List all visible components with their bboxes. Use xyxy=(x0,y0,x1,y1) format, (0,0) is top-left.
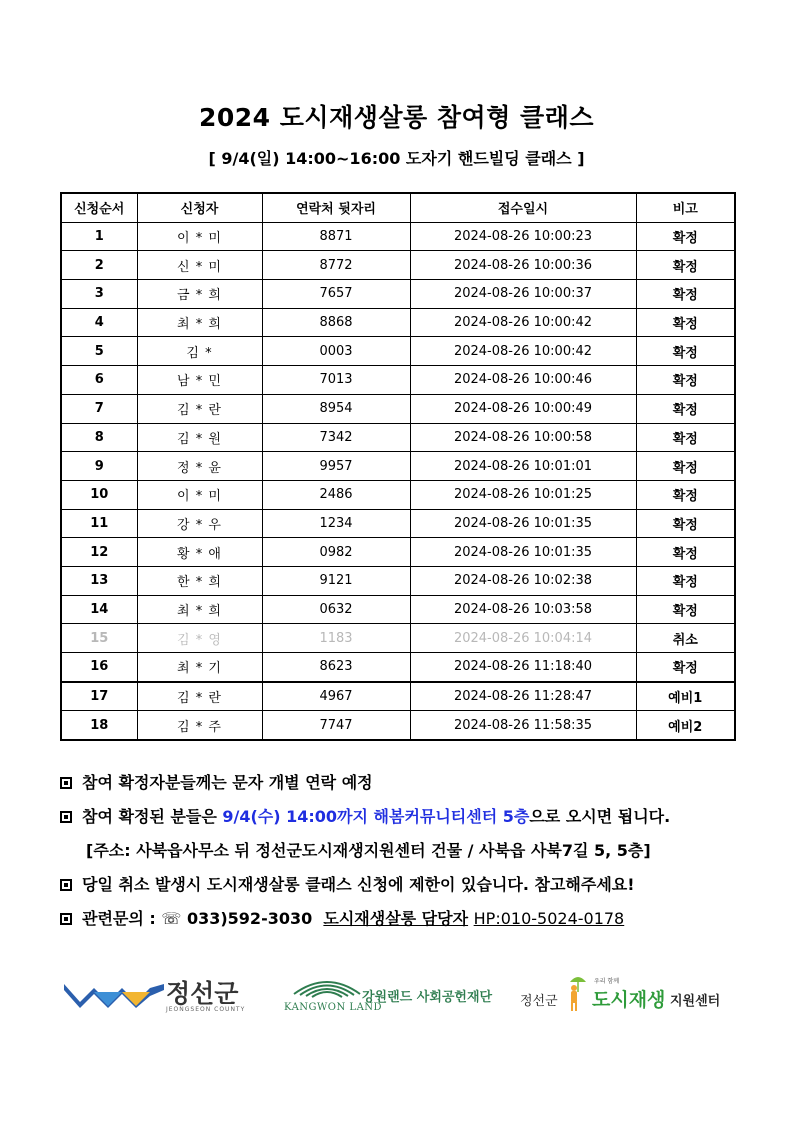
column-header-status: 비고 xyxy=(636,193,735,222)
page-title: 2024 도시재생살롱 참여형 클래스 xyxy=(199,103,594,132)
table-row xyxy=(61,624,735,653)
cell-status: 확정 xyxy=(636,280,735,309)
cell-seq: 13 xyxy=(61,566,137,595)
cell-datetime: 2024-08-26 10:01:35 xyxy=(410,509,636,538)
cell-name: 김 * 란 xyxy=(137,682,262,711)
cell-name: 최 * 희 xyxy=(137,308,262,337)
cell-status: 확정 xyxy=(636,452,735,481)
notice-text: 참여 확정자분들께는 문자 개별 연락 예정 xyxy=(82,773,373,792)
table-row xyxy=(61,538,735,567)
cell-status: 확정 xyxy=(636,337,735,366)
table-row xyxy=(61,711,735,740)
cell-phone: 0982 xyxy=(262,538,410,567)
notice-text: 당일 취소 발생시 도시재생살롱 클래스 신청에 제한이 있습니다. 참고해주세요! xyxy=(82,875,635,894)
notice-item xyxy=(60,902,760,936)
cell-datetime: 2024-08-26 10:01:01 xyxy=(410,452,636,481)
cell-status: 확정 xyxy=(636,394,735,423)
column-header-datetime: 접수일시 xyxy=(410,193,636,222)
column-header-seq: 신청순서 xyxy=(61,193,137,222)
cell-status: 확정 xyxy=(636,423,735,452)
table-row xyxy=(61,394,735,423)
cell-datetime: 2024-08-26 10:00:49 xyxy=(410,394,636,423)
cell-datetime: 2024-08-26 10:00:36 xyxy=(410,251,636,280)
inquiry-label: 관련문의 : xyxy=(82,909,162,928)
kangwon-land-logo xyxy=(284,972,493,1020)
registration-table xyxy=(60,192,736,741)
table-row xyxy=(61,480,735,509)
jeongseon-logo-subtext: JEONGSEON COUNTY xyxy=(166,1006,246,1013)
cell-phone: 8954 xyxy=(262,394,410,423)
cell-status: 확정 xyxy=(636,222,735,251)
cell-name: 신 * 미 xyxy=(137,251,262,280)
cell-datetime: 2024-08-26 11:18:40 xyxy=(410,653,636,682)
table-row xyxy=(61,308,735,337)
jeongseon-county-logo xyxy=(64,974,246,1016)
person-umbrella-icon xyxy=(566,972,590,1012)
cell-datetime: 2024-08-26 10:01:25 xyxy=(410,480,636,509)
table-row xyxy=(61,595,735,624)
cell-seq: 10 xyxy=(61,480,137,509)
cell-name: 강 * 우 xyxy=(137,509,262,538)
table-row xyxy=(61,280,735,309)
cell-datetime: 2024-08-26 10:00:58 xyxy=(410,423,636,452)
cell-seq: 17 xyxy=(61,682,137,711)
square-bullet-icon xyxy=(60,777,72,789)
cell-phone: 4967 xyxy=(262,682,410,711)
page-subtitle: [ 9/4(일) 14:00~16:00 도자기 핸드빌딩 클래스 ] xyxy=(208,149,585,168)
column-header-name: 신청자 xyxy=(137,193,262,222)
cell-status: 확정 xyxy=(636,308,735,337)
cell-datetime: 2024-08-26 10:01:35 xyxy=(410,538,636,567)
table-row xyxy=(61,337,735,366)
cell-phone: 9121 xyxy=(262,566,410,595)
cell-datetime: 2024-08-26 10:00:42 xyxy=(410,337,636,366)
cell-phone: 9957 xyxy=(262,452,410,481)
cell-phone: 8623 xyxy=(262,653,410,682)
cell-seq: 1 xyxy=(61,222,137,251)
kangwon-arc-icon xyxy=(292,974,362,998)
cell-name: 김 * 란 xyxy=(137,394,262,423)
cell-name: 김 * 원 xyxy=(137,423,262,452)
table-row xyxy=(61,423,735,452)
center-logo-prefix: 정선군 xyxy=(520,994,558,1009)
cell-status: 예비1 xyxy=(636,682,735,711)
cell-name: 이 * 미 xyxy=(137,480,262,509)
cell-seq: 14 xyxy=(61,595,137,624)
cell-datetime: 2024-08-26 11:58:35 xyxy=(410,711,636,740)
cell-phone: 1234 xyxy=(262,509,410,538)
center-logo-suffix: 지원센터 xyxy=(670,994,721,1009)
kangwon-foundation-text: 강원랜드 사회공헌재단 xyxy=(362,990,493,1005)
cell-status: 확정 xyxy=(636,480,735,509)
table-row xyxy=(61,251,735,280)
cell-datetime: 2024-08-26 10:00:42 xyxy=(410,308,636,337)
notice-address: [주소: 사북읍사무소 뒤 정선군도시재생지원센터 건물 / 사북읍 사북7길 5, 5층] xyxy=(86,841,651,860)
cell-seq: 18 xyxy=(61,711,137,740)
cell-phone: 7747 xyxy=(262,711,410,740)
table-row xyxy=(61,452,735,481)
cell-name: 황 * 애 xyxy=(137,538,262,567)
cell-seq: 11 xyxy=(61,509,137,538)
cell-name: 정 * 윤 xyxy=(137,452,262,481)
sponsor-logos xyxy=(0,960,793,1020)
cell-name: 김 * 영 xyxy=(137,624,262,653)
cell-phone: 7657 xyxy=(262,280,410,309)
cell-name: 남 * 민 xyxy=(137,366,262,395)
cell-name: 김 * xyxy=(137,337,262,366)
cell-status: 확정 xyxy=(636,595,735,624)
table-row xyxy=(61,509,735,538)
center-logo-small: 우리 함께 xyxy=(594,978,620,985)
inquiry-contact: 도시재생살롱 담당자 xyxy=(323,909,469,928)
square-bullet-icon xyxy=(60,913,72,925)
cell-datetime: 2024-08-26 11:28:47 xyxy=(410,682,636,711)
cell-status: 확정 xyxy=(636,251,735,280)
cell-datetime: 2024-08-26 10:00:23 xyxy=(410,222,636,251)
cell-status: 확정 xyxy=(636,509,735,538)
notice-text: 참여 확정된 분들은 xyxy=(82,807,223,826)
cell-phone: 0003 xyxy=(262,337,410,366)
cell-status: 취소 xyxy=(636,624,735,653)
cell-datetime: 2024-08-26 10:03:58 xyxy=(410,595,636,624)
cell-seq: 15 xyxy=(61,624,137,653)
cell-name: 최 * 희 xyxy=(137,595,262,624)
notice-item xyxy=(60,868,760,902)
column-header-phone: 연락처 뒷자리 xyxy=(262,193,410,222)
urban-regeneration-center-logo xyxy=(520,966,730,1020)
cell-name: 김 * 주 xyxy=(137,711,262,740)
cell-seq: 6 xyxy=(61,366,137,395)
cell-phone: 0632 xyxy=(262,595,410,624)
cell-seq: 3 xyxy=(61,280,137,309)
cell-seq: 8 xyxy=(61,423,137,452)
notice-item xyxy=(60,800,760,834)
cell-name: 이 * 미 xyxy=(137,222,262,251)
cell-phone: 8772 xyxy=(262,251,410,280)
cell-datetime: 2024-08-26 10:00:37 xyxy=(410,280,636,309)
square-bullet-icon xyxy=(60,879,72,891)
cell-name: 최 * 기 xyxy=(137,653,262,682)
cell-seq: 4 xyxy=(61,308,137,337)
cell-status: 확정 xyxy=(636,366,735,395)
cell-phone: 7342 xyxy=(262,423,410,452)
table-row xyxy=(61,653,735,682)
cell-datetime: 2024-08-26 10:02:38 xyxy=(410,566,636,595)
cell-seq: 7 xyxy=(61,394,137,423)
notice-highlight: 9/4(수) 14:00까지 해봄커뮤니티센터 5층 xyxy=(222,807,530,826)
notice-text: 으로 오시면 됩니다. xyxy=(529,807,671,826)
cell-datetime: 2024-08-26 10:04:14 xyxy=(410,624,636,653)
notice-item xyxy=(60,766,760,800)
cell-phone: 2486 xyxy=(262,480,410,509)
cell-seq: 2 xyxy=(61,251,137,280)
table-row xyxy=(61,566,735,595)
cell-seq: 9 xyxy=(61,452,137,481)
cell-seq: 16 xyxy=(61,653,137,682)
cell-status: 확정 xyxy=(636,653,735,682)
cell-phone: 8868 xyxy=(262,308,410,337)
cell-seq: 5 xyxy=(61,337,137,366)
cell-seq: 12 xyxy=(61,538,137,567)
cell-name: 한 * 희 xyxy=(137,566,262,595)
center-logo-main: 도시재생 xyxy=(592,989,666,1011)
table-row xyxy=(61,222,735,251)
table-header-row xyxy=(61,193,735,222)
jeongseon-logo-text: 정선군 xyxy=(166,979,239,1008)
inquiry-mobile: HP:010-5024-0178 xyxy=(473,909,625,928)
cell-name: 금 * 희 xyxy=(137,280,262,309)
table-row xyxy=(61,682,735,711)
table-body xyxy=(61,222,735,740)
square-bullet-icon xyxy=(60,811,72,823)
cell-status: 예비2 xyxy=(636,711,735,740)
inquiry-phone: ☏ 033)592-3030 xyxy=(161,909,313,928)
cell-status: 확정 xyxy=(636,566,735,595)
mountain-wave-icon xyxy=(64,980,164,1010)
cell-datetime: 2024-08-26 10:00:46 xyxy=(410,366,636,395)
kangwon-logo-subtext: KANGWON LAND xyxy=(284,1002,383,1013)
cell-status: 확정 xyxy=(636,538,735,567)
cell-phone: 1183 xyxy=(262,624,410,653)
table-row xyxy=(61,366,735,395)
notice-list xyxy=(60,766,760,936)
cell-phone: 7013 xyxy=(262,366,410,395)
cell-phone: 8871 xyxy=(262,222,410,251)
